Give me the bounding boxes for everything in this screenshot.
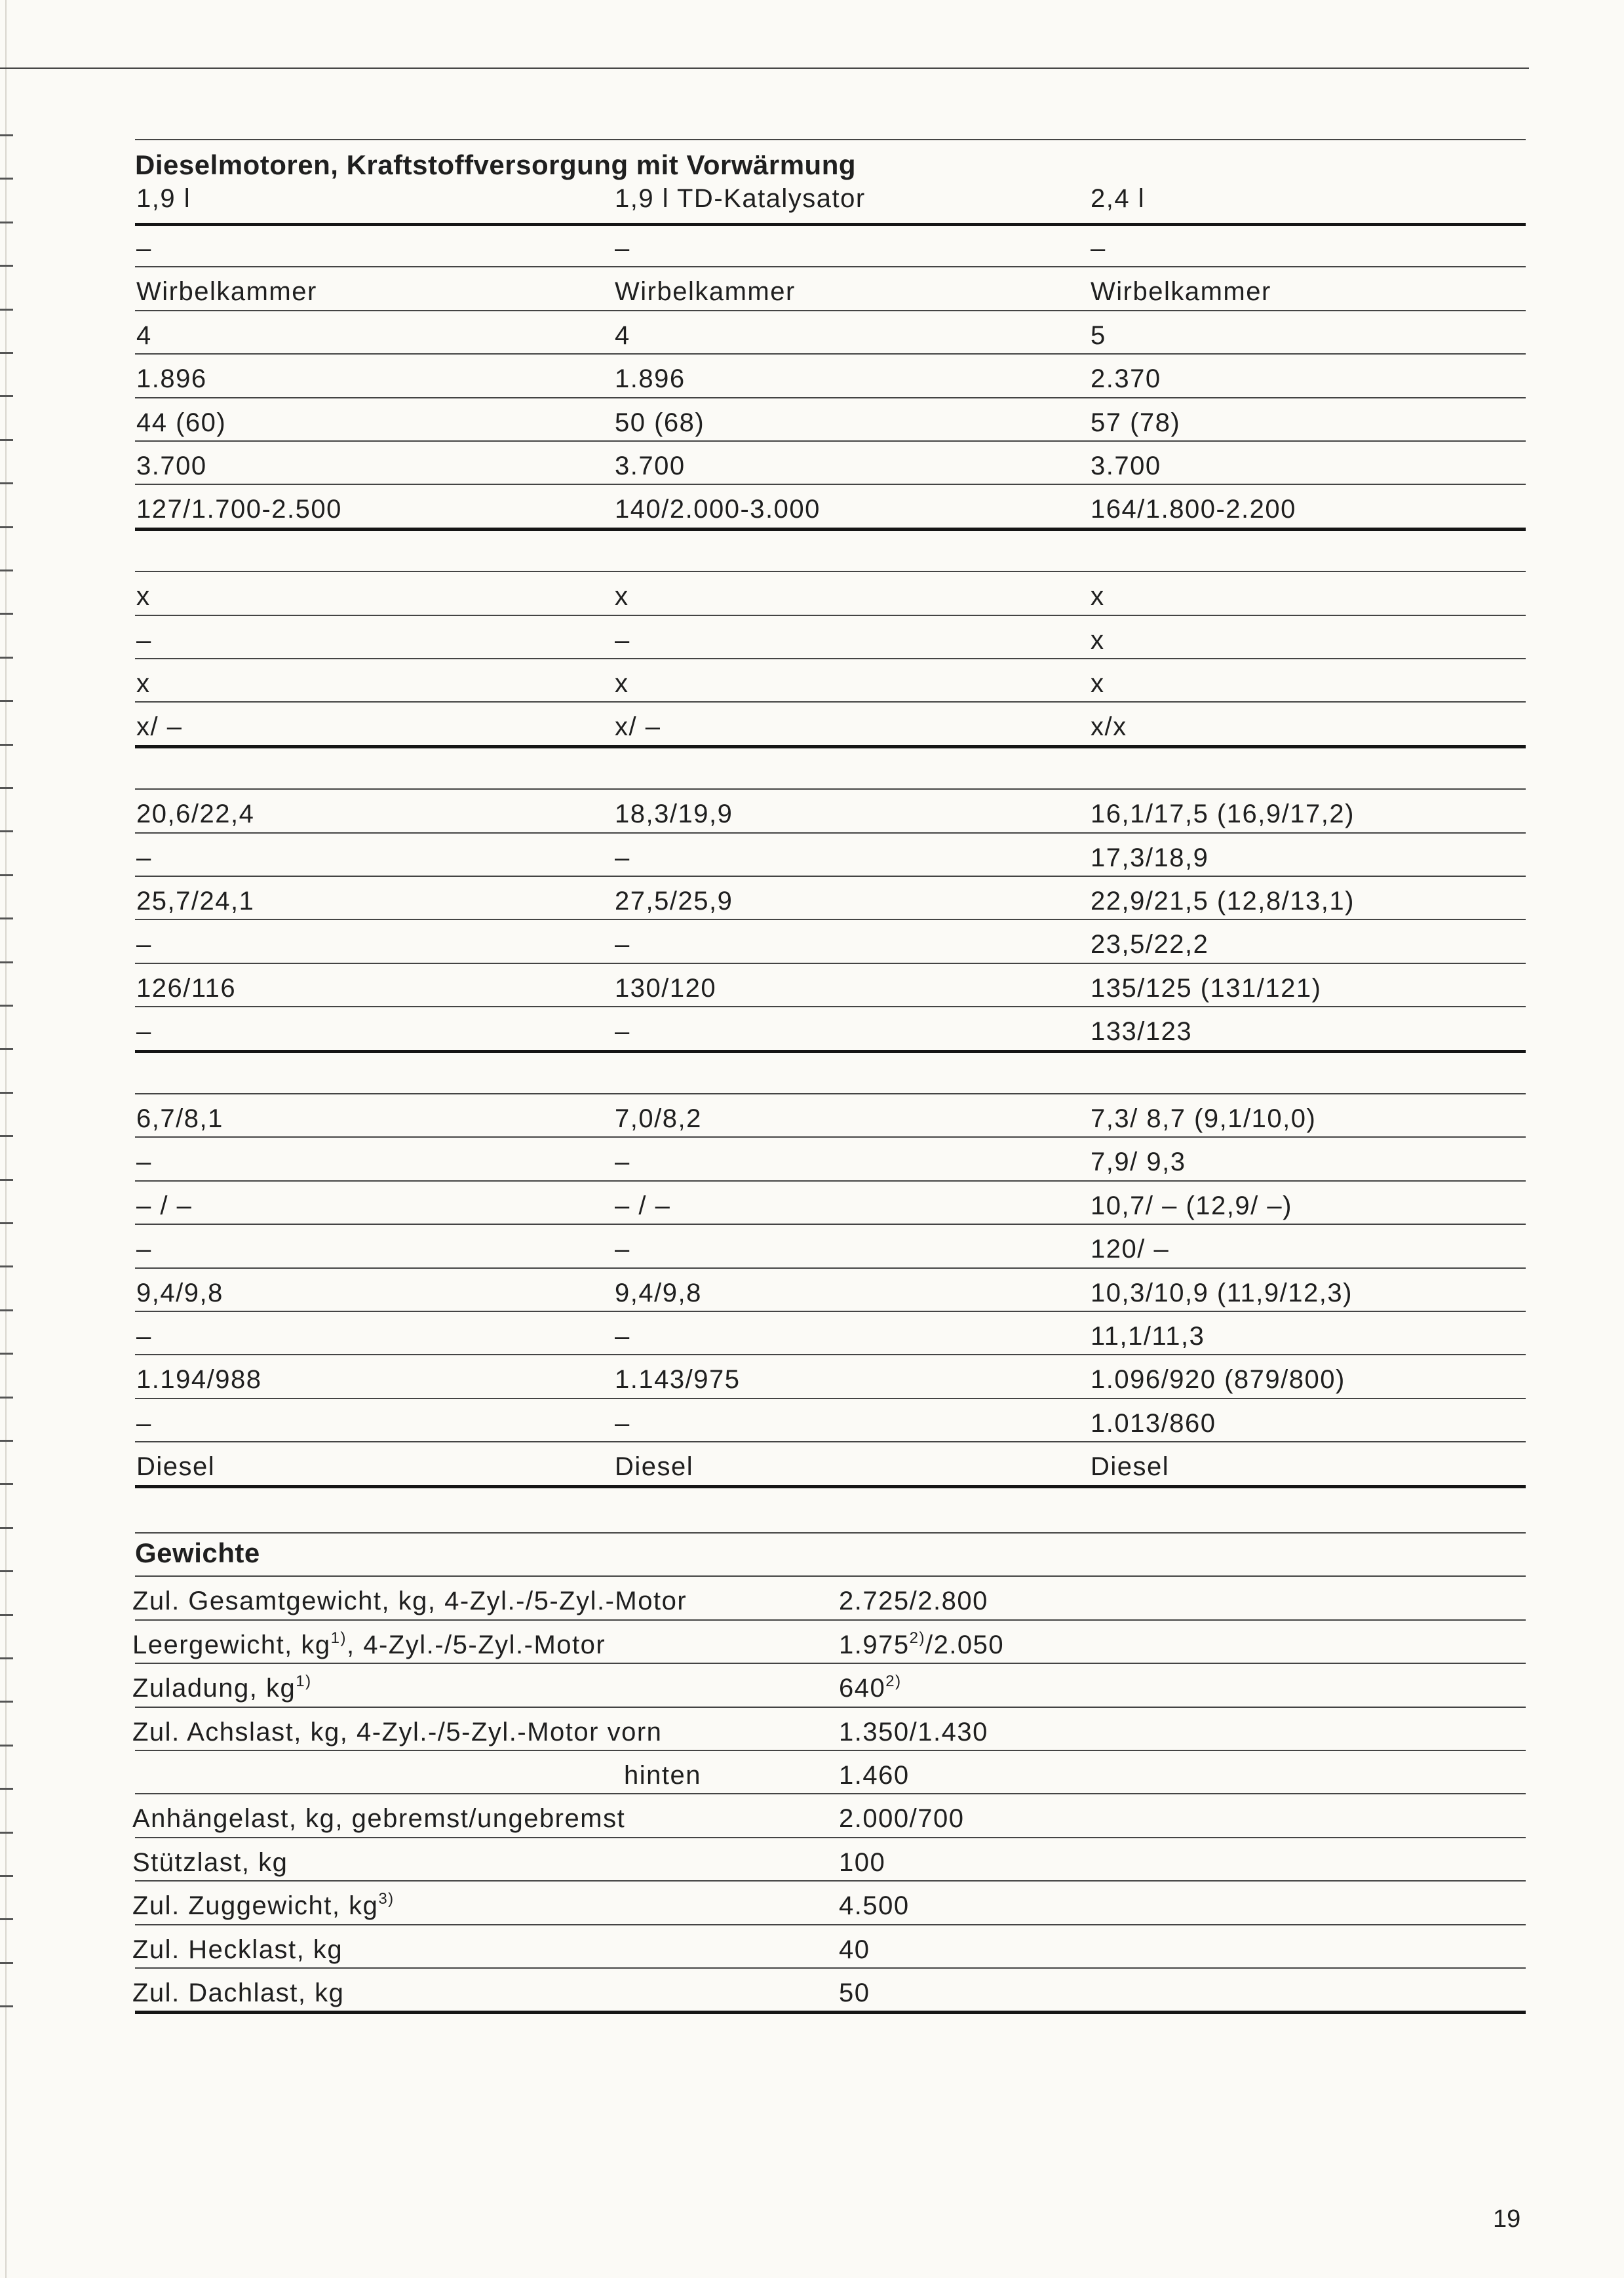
diesel-cell: 4 bbox=[136, 321, 152, 350]
margin-tick bbox=[0, 1614, 13, 1616]
diesel-cell: Diesel bbox=[136, 1452, 216, 1481]
diesel-cell: 5 bbox=[1091, 321, 1106, 350]
diesel-cell: – bbox=[615, 1235, 630, 1264]
weights-label-text: Anhängelast, kg, gebremst/ungebremst bbox=[132, 1804, 626, 1833]
weights-value bbox=[839, 1673, 902, 1703]
weights-label bbox=[132, 1673, 312, 1703]
diesel-cell: 10,3/10,9 (11,9/12,3) bbox=[1091, 1279, 1353, 1307]
weights-row-rule bbox=[135, 1619, 1526, 1621]
diesel-cell: Wirbelkammer bbox=[615, 277, 796, 306]
weights-label-text: hinten bbox=[624, 1761, 701, 1790]
column-header: 1,9 l TD-Katalysator bbox=[615, 184, 866, 213]
weights-row-rule bbox=[135, 2011, 1526, 2014]
row-rule bbox=[135, 919, 1526, 920]
diesel-cell: x/ – bbox=[615, 712, 661, 741]
row-rule bbox=[135, 1006, 1526, 1007]
top-rule bbox=[0, 68, 1529, 69]
diesel-cell: 3.700 bbox=[1091, 452, 1161, 480]
group-end-rule bbox=[135, 1050, 1526, 1053]
margin-tick bbox=[0, 526, 13, 528]
diesel-heading: Dieselmotoren, Kraftstoffversorgung mit Vorwärmung bbox=[135, 149, 857, 180]
diesel-cell: x bbox=[1091, 669, 1105, 698]
margin-tick bbox=[0, 1918, 13, 1920]
margin-tick bbox=[0, 1875, 13, 1877]
group-end-rule bbox=[135, 745, 1526, 748]
weights-value bbox=[839, 1630, 1004, 1660]
diesel-cell: x bbox=[615, 582, 629, 611]
weights-row-rule bbox=[135, 1880, 1526, 1882]
diesel-cell: – bbox=[136, 843, 152, 872]
weights-label bbox=[132, 1717, 662, 1747]
diesel-cell: 57 (78) bbox=[1091, 408, 1181, 437]
margin-tick bbox=[0, 439, 13, 441]
weights-top-rule bbox=[135, 1532, 1526, 1534]
column-header: 2,4 l bbox=[1091, 184, 1146, 213]
weights-value bbox=[839, 1586, 988, 1616]
margin-tick bbox=[0, 613, 13, 615]
weights-value-text: 50 bbox=[839, 1979, 870, 2007]
weights-label-text: Zul. Hecklast, kg bbox=[132, 1935, 343, 1964]
margin-tick bbox=[0, 1135, 13, 1137]
diesel-cell: 7,3/ 8,7 (9,1/10,0) bbox=[1091, 1104, 1317, 1133]
diesel-cell: Diesel bbox=[615, 1452, 694, 1481]
footnote-ref: 1) bbox=[330, 1629, 347, 1647]
weights-value-text: 640 bbox=[839, 1674, 886, 1703]
diesel-cell: – bbox=[615, 930, 630, 959]
margin-tick bbox=[0, 1701, 13, 1703]
margin-tick bbox=[0, 1265, 13, 1267]
row-rule bbox=[135, 1354, 1526, 1355]
weights-value-text: 40 bbox=[839, 1935, 870, 1964]
margin-tick bbox=[0, 1179, 13, 1181]
diesel-cell: 3.700 bbox=[136, 452, 207, 480]
margin-tick bbox=[0, 134, 13, 136]
heading-top-rule bbox=[135, 139, 1526, 140]
margin-tick bbox=[0, 1005, 13, 1007]
margin-tick bbox=[0, 1657, 13, 1659]
diesel-cell: – bbox=[136, 626, 152, 655]
diesel-cell: 18,3/19,9 bbox=[615, 800, 733, 828]
diesel-cell: 22,9/21,5 (12,8/13,1) bbox=[1091, 887, 1355, 916]
weights-label bbox=[132, 1586, 687, 1616]
diesel-cell: x bbox=[136, 669, 151, 698]
diesel-cell: 17,3/18,9 bbox=[1091, 843, 1209, 872]
diesel-cell: 1.013/860 bbox=[1091, 1409, 1216, 1438]
weights-value bbox=[839, 1717, 988, 1747]
diesel-cell: – bbox=[136, 234, 152, 263]
diesel-cell: Wirbelkammer bbox=[1091, 277, 1271, 306]
footnote-ref: 2) bbox=[885, 1672, 902, 1690]
weights-label bbox=[132, 1804, 625, 1834]
margin-tick bbox=[0, 1788, 13, 1790]
diesel-cell: 50 (68) bbox=[615, 408, 705, 437]
weights-row-rule bbox=[135, 1707, 1526, 1708]
weights-value-text: 4.500 bbox=[839, 1891, 910, 1920]
footnote-ref: 3) bbox=[378, 1890, 395, 1908]
margin-tick bbox=[0, 570, 13, 571]
margin-tick bbox=[0, 657, 13, 659]
diesel-cell: – bbox=[615, 843, 630, 872]
row-rule bbox=[135, 353, 1526, 355]
page-number: 19 bbox=[1493, 2205, 1521, 2233]
weights-label-text: Zul. Dachlast, kg bbox=[132, 1979, 345, 2007]
weights-value-text: 100 bbox=[839, 1848, 886, 1877]
group-start-rule bbox=[135, 571, 1526, 572]
row-rule bbox=[135, 1398, 1526, 1399]
diesel-cell: – / – bbox=[615, 1191, 671, 1220]
weights-value-text: 1.975 bbox=[839, 1631, 910, 1659]
margin-tick bbox=[0, 961, 13, 963]
weights-label-text: Zuladung, kg bbox=[132, 1674, 296, 1703]
diesel-cell: 126/116 bbox=[136, 974, 237, 1003]
diesel-cell: – bbox=[615, 1322, 630, 1351]
diesel-cell: 27,5/25,9 bbox=[615, 887, 733, 916]
margin-tick bbox=[0, 1397, 13, 1399]
margin-tick bbox=[0, 700, 13, 702]
weights-label-text: Zul. Achslast, kg, 4-Zyl.-/5-Zyl.-Motor vorn bbox=[132, 1718, 663, 1747]
group-end-rule bbox=[135, 1485, 1526, 1488]
margin-tick bbox=[0, 830, 13, 832]
diesel-cell: – bbox=[136, 1148, 152, 1176]
weights-row-rule bbox=[135, 1967, 1526, 1969]
diesel-cell: – bbox=[136, 1017, 152, 1046]
diesel-cell: 1.896 bbox=[136, 364, 207, 393]
diesel-cell: 133/123 bbox=[1091, 1017, 1193, 1046]
weights-label-text: Zul. Gesamtgewicht, kg, 4-Zyl.-/5-Zyl.-Motor bbox=[132, 1587, 687, 1615]
diesel-cell: – bbox=[136, 930, 152, 959]
diesel-cell: 1.096/920 (879/800) bbox=[1091, 1365, 1345, 1394]
binding-edge bbox=[5, 0, 7, 2278]
margin-tick bbox=[0, 744, 13, 746]
diesel-cell: – bbox=[615, 1409, 630, 1438]
margin-tick bbox=[0, 917, 13, 919]
row-rule bbox=[135, 1267, 1526, 1269]
weights-value-text: 1.350/1.430 bbox=[839, 1718, 988, 1747]
diesel-cell: – bbox=[615, 1017, 630, 1046]
diesel-cell: – bbox=[136, 1322, 152, 1351]
margin-tick bbox=[0, 874, 13, 876]
row-rule bbox=[135, 615, 1526, 616]
weights-label bbox=[132, 1630, 606, 1660]
diesel-cell: Diesel bbox=[1091, 1452, 1170, 1481]
margin-tick bbox=[0, 1222, 13, 1224]
weights-label-text: Stützlast, kg bbox=[132, 1848, 288, 1877]
diesel-cell: Wirbelkammer bbox=[136, 277, 317, 306]
row-rule bbox=[135, 832, 1526, 834]
row-rule bbox=[135, 484, 1526, 485]
weights-label-text: , 4-Zyl.-/5-Zyl.-Motor bbox=[347, 1631, 606, 1659]
margin-tick bbox=[0, 2005, 13, 2007]
row-rule bbox=[135, 963, 1526, 964]
margin-tick bbox=[0, 1832, 13, 1834]
diesel-cell: x bbox=[1091, 582, 1105, 611]
diesel-cell: 10,7/ – (12,9/ –) bbox=[1091, 1191, 1292, 1220]
margin-tick bbox=[0, 178, 13, 180]
diesel-cell: 130/120 bbox=[615, 974, 717, 1003]
margin-tick bbox=[0, 1483, 13, 1485]
weights-value-text: /2.050 bbox=[925, 1631, 1005, 1659]
diesel-cell: 3.700 bbox=[615, 452, 686, 480]
diesel-cell: 16,1/17,5 (16,9/17,2) bbox=[1091, 800, 1355, 828]
diesel-cell: – bbox=[615, 1148, 630, 1176]
diesel-cell: x/x bbox=[1091, 712, 1127, 741]
diesel-cell: 25,7/24,1 bbox=[136, 887, 255, 916]
margin-tick bbox=[0, 1440, 13, 1442]
weights-label bbox=[132, 1891, 395, 1921]
diesel-cell: 11,1/11,3 bbox=[1091, 1322, 1205, 1351]
diesel-cell: 135/125 (131/121) bbox=[1091, 974, 1322, 1003]
row-rule bbox=[135, 1180, 1526, 1182]
weights-value-text: 1.460 bbox=[839, 1761, 910, 1790]
row-rule bbox=[135, 1441, 1526, 1442]
row-rule bbox=[135, 701, 1526, 703]
diesel-cell: 164/1.800-2.200 bbox=[1091, 495, 1296, 524]
margin-tick bbox=[0, 787, 13, 789]
margin-tick bbox=[0, 1048, 13, 1050]
weights-label bbox=[590, 1760, 701, 1790]
diesel-cell: – bbox=[136, 1235, 152, 1264]
margin-tick bbox=[0, 309, 13, 311]
margin-tick bbox=[0, 1309, 13, 1311]
diesel-cell: – / – bbox=[136, 1191, 193, 1220]
weights-label bbox=[132, 1847, 288, 1878]
group-end-rule bbox=[135, 528, 1526, 531]
weights-value bbox=[839, 1804, 964, 1834]
margin-tick bbox=[0, 352, 13, 354]
weights-row-rule bbox=[135, 1750, 1526, 1751]
margin-tick bbox=[0, 222, 13, 223]
margin-tick bbox=[0, 1962, 13, 1964]
diesel-cell: 4 bbox=[615, 321, 630, 350]
diesel-cell: 23,5/22,2 bbox=[1091, 930, 1209, 959]
weights-row-rule bbox=[135, 1663, 1526, 1664]
diesel-cell: – bbox=[615, 234, 630, 263]
footnote-ref: 1) bbox=[296, 1672, 312, 1690]
diesel-cell: x/ – bbox=[136, 712, 183, 741]
row-rule bbox=[135, 310, 1526, 311]
row-rule bbox=[135, 1311, 1526, 1312]
margin-tick bbox=[0, 482, 13, 484]
margin-tick bbox=[0, 1353, 13, 1355]
diesel-cell: 127/1.700-2.500 bbox=[136, 495, 342, 524]
diesel-cell: 6,7/8,1 bbox=[136, 1104, 223, 1133]
margin-tick bbox=[0, 1745, 13, 1747]
weights-value bbox=[839, 1935, 870, 1965]
footnote-ref: 2) bbox=[909, 1629, 925, 1647]
row-rule bbox=[135, 266, 1526, 267]
weights-heading-rule bbox=[135, 1575, 1526, 1577]
row-rule bbox=[135, 440, 1526, 442]
weights-value bbox=[839, 1760, 910, 1790]
margin-tick bbox=[0, 1570, 13, 1572]
weights-row-rule bbox=[135, 1924, 1526, 1925]
weights-row-rule bbox=[135, 1837, 1526, 1838]
weights-label-text: Leergewicht, kg bbox=[132, 1631, 331, 1659]
diesel-cell: 1.194/988 bbox=[136, 1365, 262, 1394]
margin-tick bbox=[0, 395, 13, 397]
diesel-cell: 120/ – bbox=[1091, 1235, 1170, 1264]
diesel-cell: 7,9/ 9,3 bbox=[1091, 1148, 1186, 1176]
weights-value bbox=[839, 1978, 870, 2008]
diesel-cell: – bbox=[136, 1409, 152, 1438]
diesel-cell: 9,4/9,8 bbox=[615, 1279, 702, 1307]
weights-value-text: 2.000/700 bbox=[839, 1804, 965, 1833]
diesel-cell: 1.143/975 bbox=[615, 1365, 741, 1394]
row-rule bbox=[135, 876, 1526, 877]
weights-label bbox=[132, 1935, 343, 1965]
diesel-cell: 44 (60) bbox=[136, 408, 227, 437]
row-rule bbox=[135, 658, 1526, 659]
weights-value bbox=[839, 1847, 885, 1878]
weights-label bbox=[132, 1978, 344, 2008]
diesel-cell: – bbox=[615, 626, 630, 655]
diesel-cell: 20,6/22,4 bbox=[136, 800, 255, 828]
group-start-rule bbox=[135, 788, 1526, 790]
weights-value-text: 2.725/2.800 bbox=[839, 1587, 988, 1615]
diesel-cell: – bbox=[1091, 234, 1106, 263]
weights-label-text: Zul. Zuggewicht, kg bbox=[132, 1891, 379, 1920]
diesel-cell: 1.896 bbox=[615, 364, 686, 393]
row-rule bbox=[135, 1224, 1526, 1225]
diesel-cell: 2.370 bbox=[1091, 364, 1161, 393]
group-start-rule bbox=[135, 1093, 1526, 1094]
weights-row-rule bbox=[135, 1793, 1526, 1794]
diesel-cell: 140/2.000-3.000 bbox=[615, 495, 821, 524]
diesel-cell: 9,4/9,8 bbox=[136, 1279, 223, 1307]
diesel-cell: x bbox=[615, 669, 629, 698]
weights-heading: Gewichte bbox=[135, 1537, 260, 1568]
column-header: 1,9 l bbox=[136, 184, 191, 213]
margin-tick bbox=[0, 1527, 13, 1529]
row-rule bbox=[135, 1136, 1526, 1138]
diesel-cell: 7,0/8,2 bbox=[615, 1104, 702, 1133]
margin-tick bbox=[0, 265, 13, 267]
diesel-cell: x bbox=[136, 582, 151, 611]
row-rule bbox=[135, 397, 1526, 398]
margin-tick bbox=[0, 1092, 13, 1094]
diesel-cell: x bbox=[1091, 626, 1105, 655]
weights-value bbox=[839, 1891, 910, 1921]
header-bottom-rule bbox=[135, 223, 1526, 226]
